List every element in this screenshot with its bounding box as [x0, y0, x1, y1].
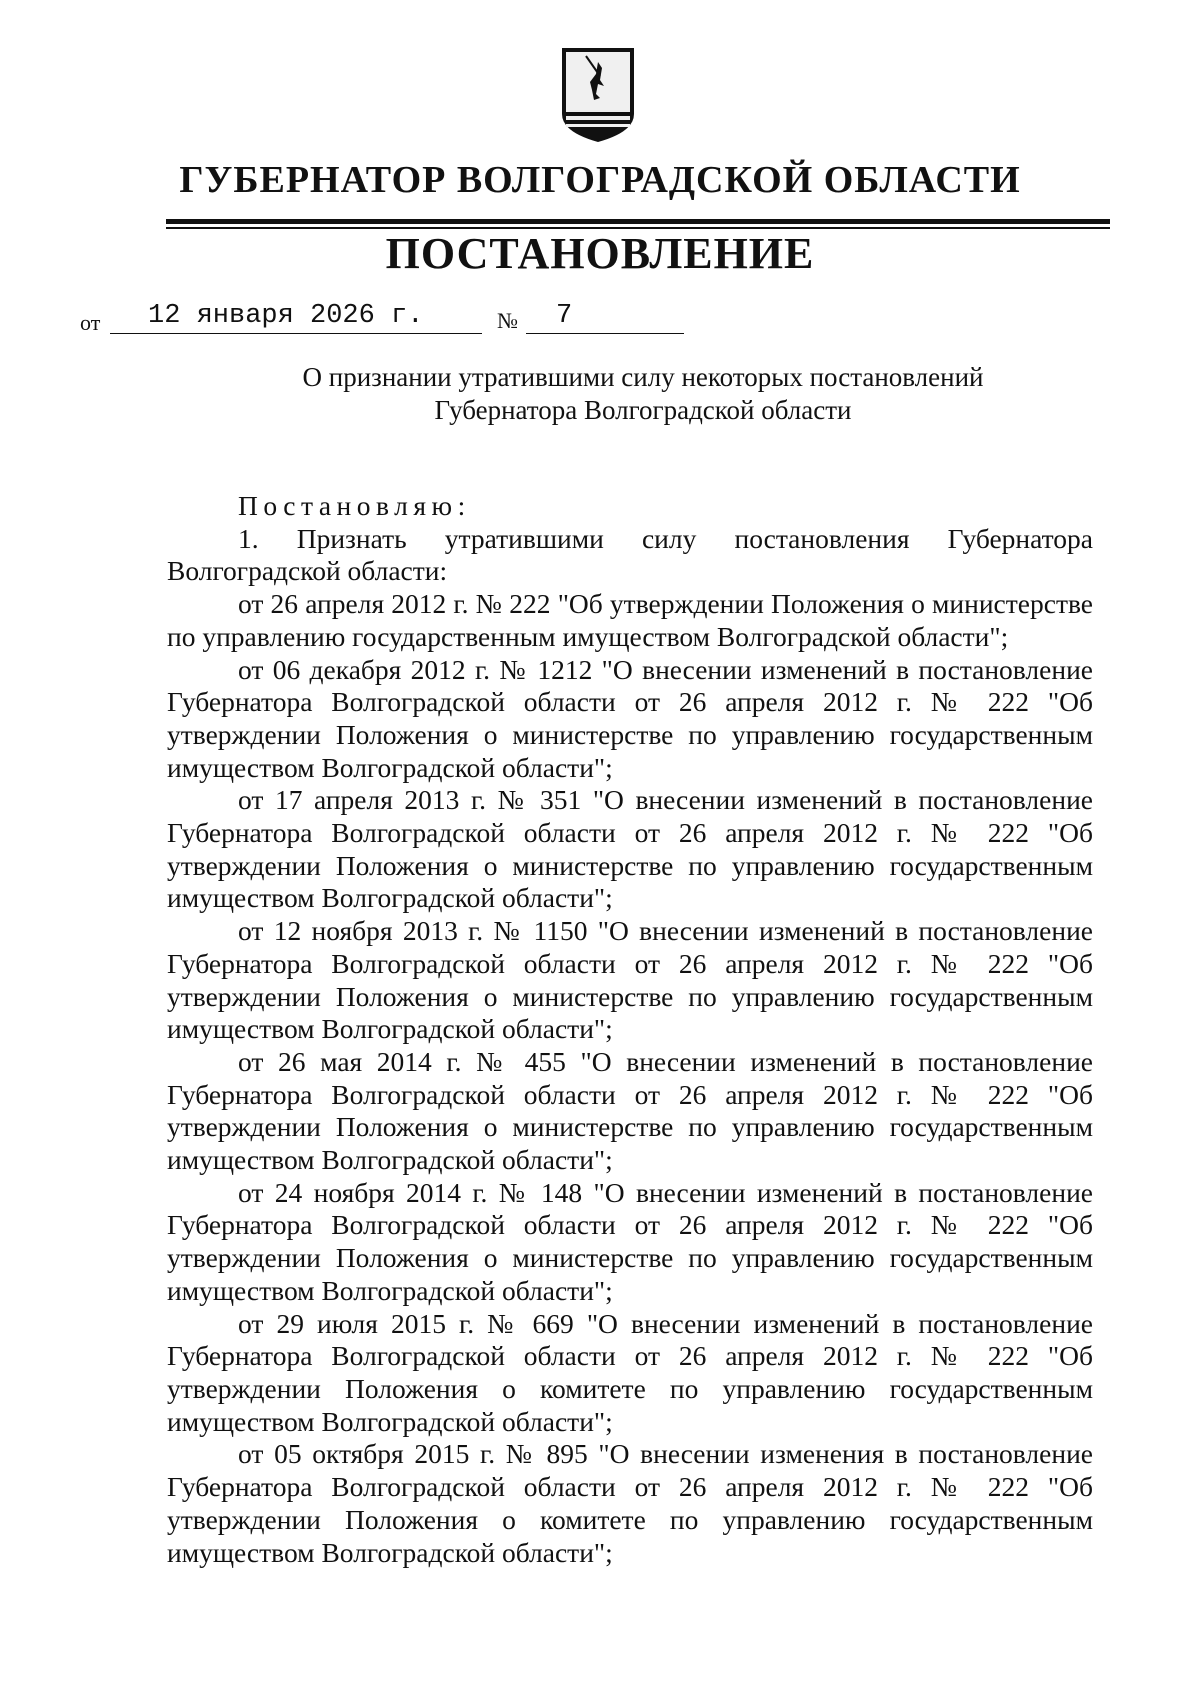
document-number: 7: [526, 300, 684, 334]
number-label: №: [497, 308, 518, 333]
document-body: [167, 490, 1093, 1569]
document-type-title: ПОСТАНОВЛЕНИЕ: [385, 229, 815, 278]
subject-line-2: Губернатора Волгоградской области: [434, 395, 852, 425]
body-paragraph: 1. Признать утратившими силу постановления Губернатора Волгоградской области:: [167, 522, 1093, 587]
volgograd-coat-of-arms-icon: [560, 46, 636, 146]
subject-line-1: О признании утратившими силу некоторых постановлений: [302, 362, 984, 392]
body-paragraph: от 12 ноября 2013 г. № 1150 "О внесении изменений в постановление Губернатора Волгоградской области от 26 апреля 2012 г. № 222 "Об утверждении Положения о министерстве по управлению государственным имуществом Волгоградской области";: [167, 915, 1093, 1045]
body-paragraph: от 06 декабря 2012 г. № 1212 "О внесении изменений в постановление Губернатора Волгоградской области от 26 апреля 2012 г. № 222 "Об утверждении Положения о министерстве по управлению государственным имуществом Волгоградской области";: [167, 653, 1093, 783]
issuing-authority: ГУБЕРНАТОР ВОЛГОГРАДСКОЙ ОБЛАСТИ: [179, 159, 1021, 201]
body-paragraph: от 26 апреля 2012 г. № 222 "Об утверждении Положения о министерстве по управлению государственным имуществом Волгоградской области";: [167, 588, 1093, 652]
decree-opening: Постановляю:: [238, 490, 471, 521]
date-prefix-label: от: [80, 310, 101, 335]
document-date: 12 января 2026 г.: [110, 300, 482, 334]
header-rule-thick: [166, 219, 1110, 224]
body-paragraph: от 24 ноября 2014 г. № 148 "О внесении изменений в постановление Губернатора Волгоградской области от 26 апреля 2012 г. № 222 "Об утверждении Положения о министерстве по управлению государственным имуществом Волгоградской области";: [167, 1176, 1093, 1306]
document-subject: [250, 361, 1036, 427]
body-paragraph: от 05 октября 2015 г. № 895 "О внесении изменения в постановление Губернатора Волгоградской области от 26 апреля 2012 г. № 222 "Об утверждении Положения о комитете по управлению государственным имуществом Волгоградской области";: [167, 1438, 1093, 1568]
body-paragraph: от 29 июля 2015 г. № 669 "О внесении изменений в постановление Губернатора Волгоградской области от 26 апреля 2012 г. № 222 "Об утверждении Положения о комитете по управлению государственным имуществом Волгоградской области";: [167, 1307, 1093, 1437]
body-paragraph: от 26 мая 2014 г. № 455 "О внесении изменений в постановление Губернатора Волгоградской области от 26 апреля 2012 г. № 222 "Об утверждении Положения о министерстве по управлению государственным имуществом Волгоградской области";: [167, 1045, 1093, 1176]
body-paragraph: от 17 апреля 2013 г. № 351 "О внесении изменений в постановление Губернатора Волгоградской области от 26 апреля 2012 г. № 222 "Об утверждении Положения о министерстве по управлению государственным имуществом Волгоградской области";: [167, 784, 1093, 914]
